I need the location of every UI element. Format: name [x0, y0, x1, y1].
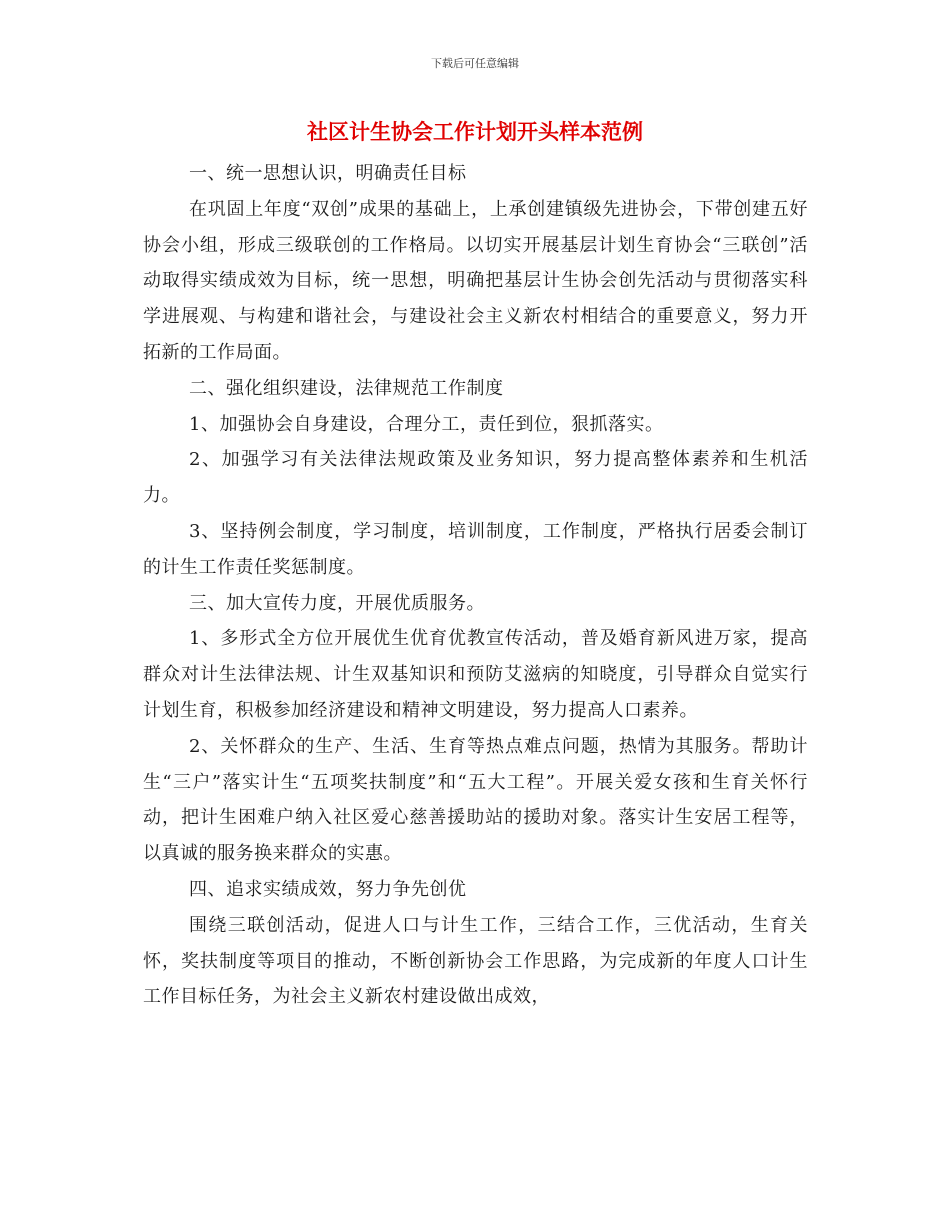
paragraph: 围绕三联创活动，促进人口与计生工作，三结合工作，三优活动，生育关怀，奖扶制度等项目的推动，不断创新协会工作思路，为完成新的年度人口计生工作目标任务，为社会主义新农村建设做出成效， [143, 914, 808, 1008]
page-header: 下载后可任意编辑 [431, 57, 519, 70]
section-heading-3: 三、加大宣传力度，开展优质服务。 [189, 592, 485, 614]
document-title: 社区计生协会工作计划开头样本范例 [307, 120, 643, 144]
section-heading-1: 一、统一思想认识，明确责任目标 [189, 163, 467, 184]
section-heading-4: 四、追求实绩成效，努力争先创优 [189, 878, 467, 900]
list-item: 1、多形式全方位开展优生优育优教宣传活动，普及婚育新风进万家，提高群众对计生法律法规、计生双基知识和预防艾滋病的知晓度，引导群众自觉实行计划生育，积极参加经济建设和精神文明建设，努力提高人口素养。 [143, 628, 808, 721]
list-item: 2、加强学习有关法律法规政策及业务知识，努力提高整体素养和生机活力。 [143, 449, 808, 507]
section-heading-2: 二、强化组织建设，法律规范工作制度 [189, 377, 504, 399]
list-item: 2、关怀群众的生产、生活、生育等热点难点问题，热情为其服务。帮助计生“三户”落实计生“五项奖扶制度”和“五大工程”。开展关爱女孩和生育关怀行动，把计生困难户纳入社区爱心慈善援助站的援助对象。落实计生安居工程等，以真诚的服务换来群众的实惠。 [143, 735, 808, 865]
paragraph: 在巩固上年度“双创”成果的基础上，上承创建镇级先进协会，下带创建五好协会小组，形成三级联创的工作格局。以切实开展基层计划生育协会“三联创”活动取得实绩成效为目标，统一思想，明确把基层计生协会创先活动与贯彻落实科学进展观、与构建和谐社会，与建设社会主义新农村相结合的重要意义，努力开拓新的工作局面。 [143, 198, 808, 363]
list-item: 3、坚持例会制度，学习制度，培训制度，工作制度，严格执行居委会制订的计生工作责任奖惩制度。 [143, 520, 808, 578]
document-body [143, 156, 808, 1015]
list-item: 1、加强协会自身建设，合理分工，责任到位，狠抓落实。 [189, 413, 664, 435]
